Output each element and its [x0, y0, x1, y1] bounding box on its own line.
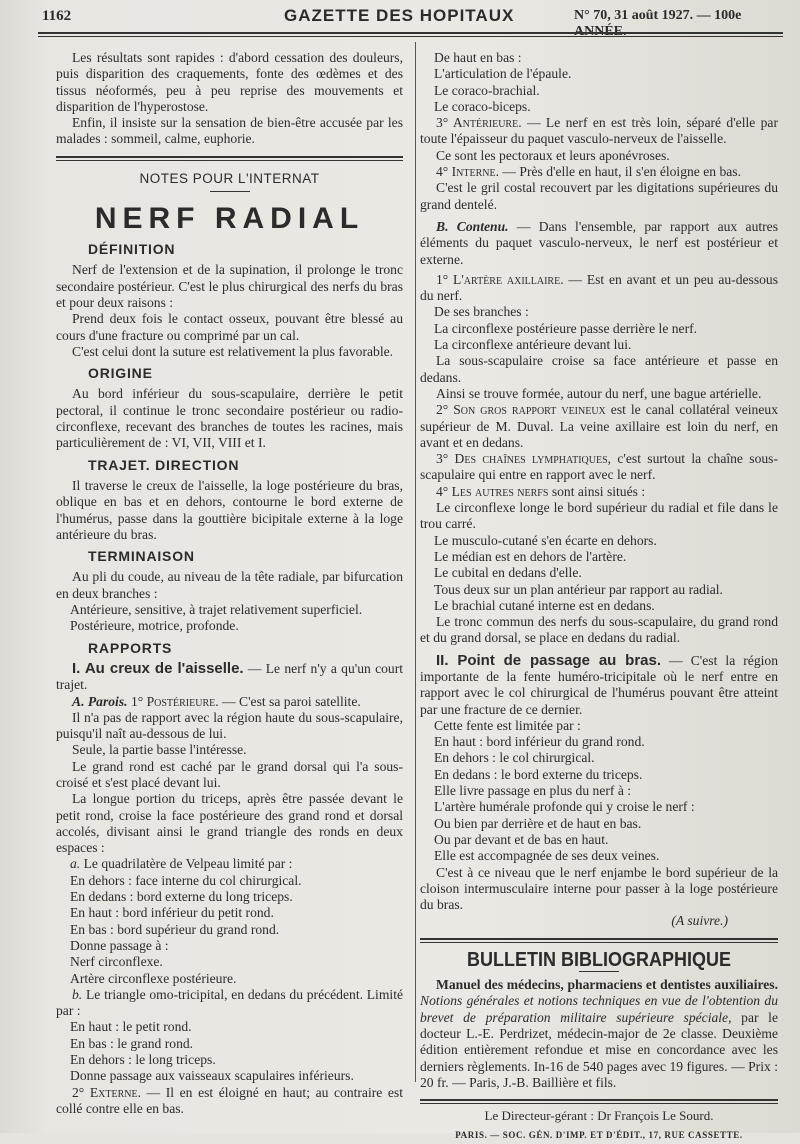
left-column	[56, 50, 403, 1117]
text: Le triangle omo-tricipital, en dedans du précédent. Limité par :	[56, 986, 403, 1019]
paragraph	[420, 653, 778, 718]
list-item: En dehors : le long triceps.	[70, 1052, 216, 1068]
list-item: En haut : bord inférieur du petit rond.	[70, 905, 274, 921]
list-item: Le musculo-cutané s'en écarte en dehors.	[434, 532, 657, 548]
paragraph: Le grand rond est caché par le grand dorsal qui l'a sous-croisé et s'est placé devant lui.	[56, 758, 403, 790]
paragraph: Ce sont les pectoraux et leurs aponévroses.	[436, 147, 670, 163]
text: — Le nerf en est très loin, séparé d'elle par toute l'épaisseur du paquet vasculo-nerveux de l'aisselle.	[420, 115, 778, 147]
paragraph	[420, 164, 778, 180]
list-item: La circonflexe postérieure passe derrière le nerf.	[434, 320, 698, 336]
list-item: Le cubital en dedans d'elle.	[434, 565, 582, 581]
paragraph	[420, 484, 778, 500]
text: — Il en est éloigné en haut; au contraire est collé contre elle en bas.	[56, 1084, 403, 1116]
to-be-continued: (A suivre.)	[671, 913, 728, 929]
page-number: 1162	[42, 8, 72, 24]
list-item: Artère circonflexe postérieure.	[70, 970, 237, 986]
list-item: Le coraco-brachial.	[434, 82, 540, 98]
subheading: A. Parois.	[72, 693, 128, 709]
text: — Est en avant et un peu au-dessous du nerf.	[420, 271, 778, 304]
text: sont ainsi situés :	[548, 483, 646, 499]
book-subtitle: Notions générales et notions techniques en vue de l'obtention du brevet de préparation militaire supérieure spéciale,	[420, 993, 778, 1025]
paragraph: Nerf de l'extension et de la supination, il prolonge le tronc secondaire postérieur. C'est le plus chirurgical des nerfs du bras et pour deux raisons :	[56, 262, 403, 310]
list-item: Ou par devant et de bas en haut.	[434, 831, 609, 847]
printer-imprint: PARIS. — SOC. GÉN. D'IMP. ET D'ÉDIT., 17, RUE CASSETTE.	[455, 1130, 743, 1141]
text: — Dans l'ensemble, par rapport aux autres éléments du paquet vasculo-nerveux, le nerf est postérieur et externe.	[420, 218, 778, 267]
short-rule	[210, 191, 250, 192]
list-item	[56, 856, 403, 872]
paragraph: Il n'a pas de rapport avec la région haute du sous-scapulaire, puisqu'il naît au-dessous de lui.	[56, 709, 403, 742]
list-item: Le coraco-biceps.	[434, 98, 531, 114]
paragraph	[56, 1085, 403, 1118]
list-item: En bas : bord supérieur du grand rond.	[70, 921, 280, 937]
subheading: 1° Postérieure.	[130, 693, 219, 709]
heading-definition: DÉFINITION	[88, 241, 176, 258]
list-item: Elle livre passage en plus du nerf à :	[434, 783, 632, 799]
list-item: Nerf circonflexe.	[70, 954, 163, 970]
list-item: L'artère humérale profonde qui y croise le nerf :	[434, 799, 695, 815]
bulletin-title: BULLETIN BIBLIOGRAPHIQUE	[467, 947, 731, 971]
text: — Le nerf n'y a qu'un court trajet.	[56, 660, 404, 693]
list-item: En dedans : le bord externe du triceps.	[434, 766, 643, 782]
list-item: De haut en bas :	[434, 50, 522, 65]
list-item: Le brachial cutané interne est en dedans.	[434, 597, 655, 613]
paragraph: Prend deux fois le contact osseux, pouvant être blessé au cours d'une fracture ou comprimé par un cal.	[56, 311, 403, 343]
label: a.	[70, 856, 81, 872]
heading-rapports: RAPPORTS	[88, 639, 173, 656]
subheading: 2° Son gros rapport veineux	[436, 402, 606, 418]
paragraph	[420, 451, 778, 484]
paragraph: Au pli du coude, au niveau de la tête radiale, par bifurcation en deux branches :	[56, 569, 403, 601]
text: est le canal collatéral veineux supérieur de M. Duval. La veine axillaire est loin du nerf, en avant et en dedans.	[420, 402, 778, 450]
paragraph: Les résultats sont rapides : d'abord cessation des douleurs, puis disparition des craquements, fonte des œdèmes et des tissus néoformés, peu à peu reprise des mouvements et disparition de l'hyperostose.	[56, 50, 403, 114]
text: — C'est sa paroi satellite.	[218, 693, 361, 709]
list-item: Le médian est en dehors de l'artère.	[434, 548, 627, 564]
paragraph: C'est celui dont la suture est relativement la plus favorable.	[72, 343, 394, 359]
right-column	[420, 50, 778, 1144]
subheading: 3° Des chaînes lymphatiques,	[436, 451, 612, 467]
subheading: B. Contenu.	[436, 218, 509, 234]
header-rule	[38, 32, 783, 34]
list-item: En dehors : le col chirurgical.	[434, 750, 595, 766]
book-title: Manuel des médecins, pharmaciens et dentistes auxiliaires.	[436, 977, 778, 993]
paragraph: Au bord inférieur du sous-scapulaire, derrière le petit pectoral, il continue le tronc secondaire postérieur ou radio-circonflexe, recevant des branches de toutes les racines, mais particulièrement de : VI, VII, VIII et I.	[56, 386, 403, 451]
bibliography-entry	[420, 977, 778, 1091]
list-item: Donne passage aux vaisseaux scapulaires inférieurs.	[70, 1068, 354, 1084]
paragraph: La sous-scapulaire croise sa face antérieure et passe en dedans.	[420, 353, 778, 385]
list-item: En dehors : face interne du col chirurgical.	[70, 872, 302, 888]
paragraph	[56, 661, 403, 694]
paragraph: Le tronc commun des nerfs du sous-scapulaire, du grand rond et du grand dorsal, se place en dedans du radial.	[420, 614, 778, 646]
list-item: Donne passage à :	[70, 937, 169, 953]
subheading: II. Point de passage au bras.	[436, 651, 662, 669]
subheading: I. Au creux de l'aisselle.	[72, 659, 244, 677]
footer-rule	[420, 1099, 778, 1104]
paragraph	[420, 402, 778, 451]
list-item: De ses branches :	[434, 304, 529, 320]
list-item: La circonflexe antérieure devant lui.	[434, 337, 632, 353]
list-item: Postérieure, motrice, profonde.	[70, 618, 239, 634]
section-rule	[56, 156, 403, 161]
paragraph	[56, 694, 403, 710]
section-rule	[420, 938, 778, 943]
column-divider	[415, 42, 416, 1082]
paragraph: Enfin, il insiste sur la sensation de bien-être accusée par les malades : sommeil, calme, euphorie.	[56, 115, 403, 147]
heading-trajet: TRAJET. DIRECTION	[88, 456, 240, 473]
list-item: En bas : le grand rond.	[70, 1035, 194, 1051]
subheading: 3° Antérieure.	[436, 115, 522, 131]
paragraph	[420, 115, 778, 148]
paragraph: Il traverse le creux de l'aisselle, la loge postérieure du bras, oblique en bas et en dehors, contourne le bord externe de l'humérus, passe dans la gouttière bicipitale externe à la loge antérieure du bras.	[56, 477, 403, 542]
list-item: En dedans : bord externe du long triceps.	[70, 889, 293, 905]
paragraph: Seule, la partie basse l'intéresse.	[72, 742, 247, 758]
text: — Près d'elle en haut, il s'en éloigne en bas.	[499, 164, 741, 180]
heading-origine: ORIGINE	[88, 365, 153, 382]
list-item: En haut : bord inférieur du grand rond.	[434, 734, 645, 750]
list-item: Cette fente est limitée par :	[434, 717, 581, 733]
list-item: Antérieure, sensitive, à trajet relativement superficiel.	[70, 602, 363, 618]
list-item: En haut : le petit rond.	[70, 1019, 192, 1035]
subheading: 4° Les autres nerfs	[436, 483, 549, 499]
text: c'est surtout la chaîne sous-scapulaire qui entre en rapport avec le nerf.	[420, 451, 778, 483]
journal-title: GAZETTE DES HOPITAUX	[284, 6, 515, 25]
director-line: Le Directeur-gérant : Dr François Le Sourd.	[484, 1108, 714, 1124]
paragraph: C'est le gril costal recouvert par les digitations supérieures du grand dentelé.	[420, 180, 778, 212]
paragraph	[420, 272, 778, 305]
paragraph: Ainsi se trouve formée, autour du nerf, une bague artérielle.	[436, 385, 762, 401]
heading-terminaison: TERMINAISON	[88, 548, 195, 565]
text: Le quadrilatère de Velpeau limité par :	[80, 856, 293, 872]
text: — C'est la région importante de la fente huméro-tricipitale où le nerf entre en rapport avec le col chirurgical de l'humérus pouvant être atteint par une fracture de ce dernier.	[420, 652, 779, 717]
short-rule	[579, 971, 619, 972]
subheading: 1° L'artère axillaire.	[436, 271, 564, 287]
label: b.	[72, 986, 83, 1002]
list-item: Ou bien par derrière et de haut en bas.	[434, 815, 642, 831]
list-item: Tous deux sur un plan antérieur par rapport au radial.	[434, 581, 723, 597]
list-item: L'articulation de l'épaule.	[434, 66, 572, 82]
page-header	[34, 6, 786, 39]
paragraph	[420, 219, 778, 268]
issue-info: N° 70, 31 août 1927. — 100e ANNÉE.	[574, 8, 742, 39]
article-title: NERF RADIAL	[94, 202, 365, 236]
paragraph	[56, 987, 403, 1020]
paragraph: C'est à ce niveau que le nerf enjambe le bord supérieur de la cloison intermusculaire interne pour passer à la loge postérieure du bras.	[420, 864, 778, 913]
subheading: 4° Interne.	[436, 164, 499, 180]
book-details: par le docteur L.-E. Perdrizet, médecin-major de 2e classe. Deuxième édition entièrement refondue et mise en concordance avec les derniers règlements. In-16 de 540 pages avec 19 figures. — Prix : 20 fr. — Paris, J.-B. Baillière et fils.	[420, 1009, 778, 1090]
header-rule-thin	[38, 36, 783, 37]
subheading: 2° Externe.	[72, 1084, 141, 1100]
list-item: Elle est accompagnée de ses deux veines.	[434, 848, 660, 864]
paragraph: Le circonflexe longe le bord supérieur du radial et file dans le trou carré.	[420, 500, 778, 532]
paragraph: La longue portion du triceps, après être passée devant le petit rond, croise la face postérieure des grand rond et dorsal accolés, divisant ainsi le grand triangle des ronds en deux espaces :	[56, 791, 403, 856]
section-notes-title: NOTES POUR L'INTERNAT	[139, 170, 320, 186]
